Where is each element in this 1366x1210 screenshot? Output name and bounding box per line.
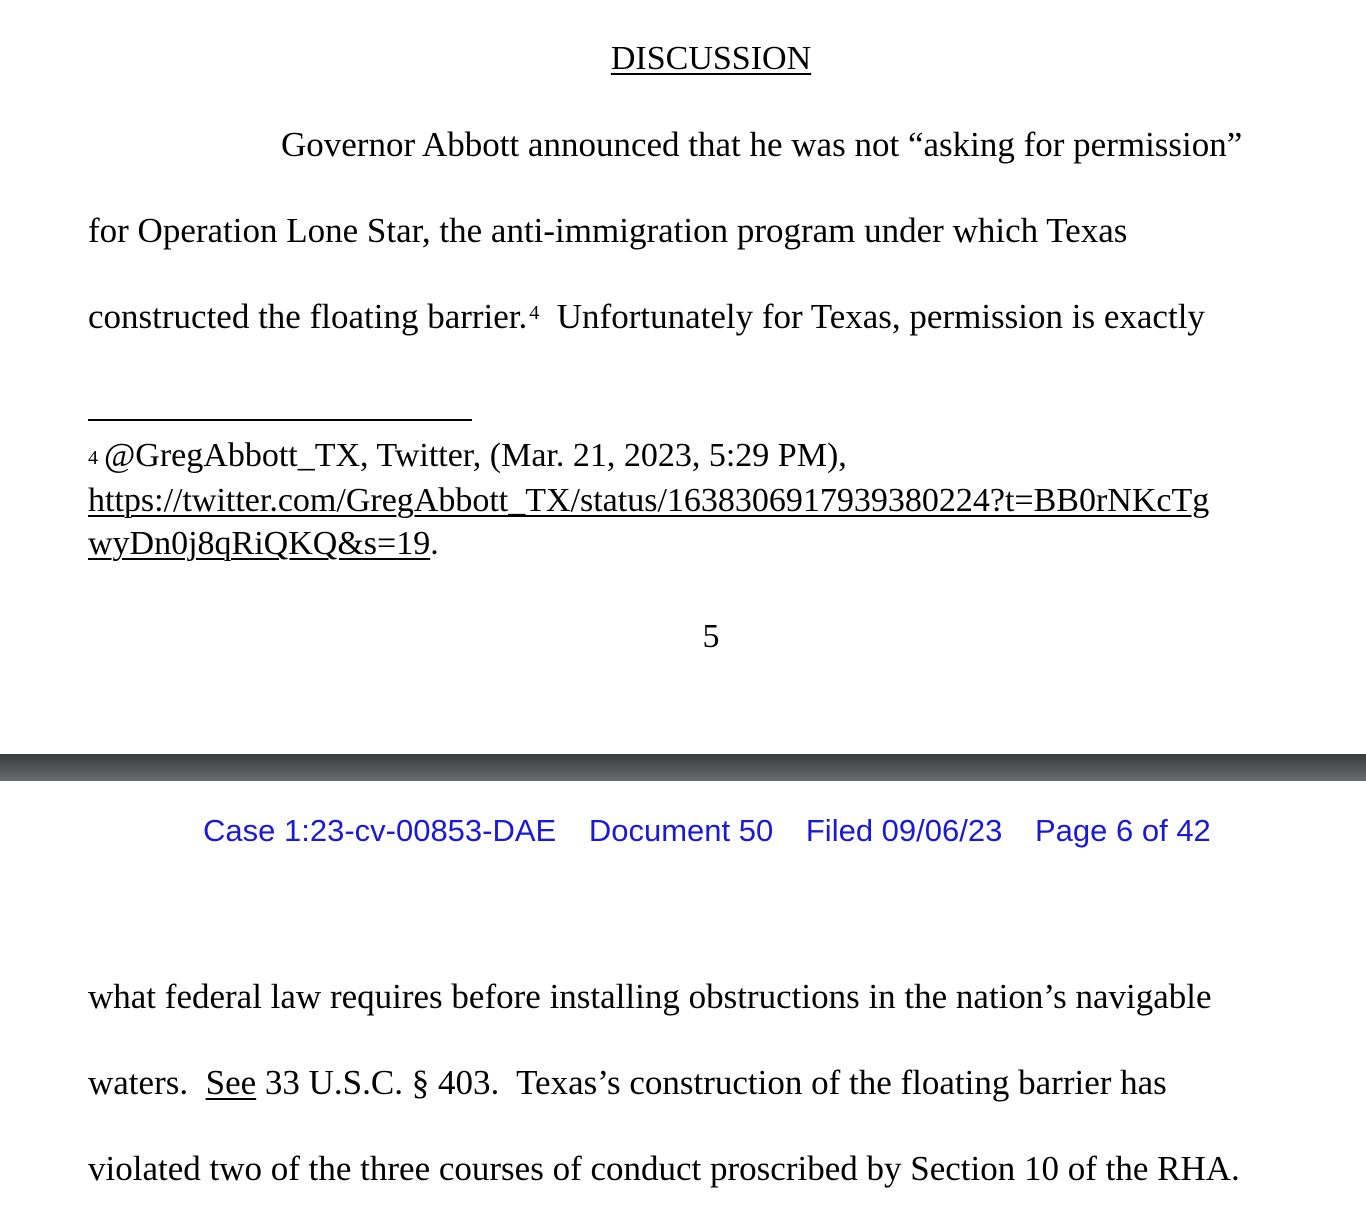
footnote-reference[interactable]: 4 [529, 302, 540, 324]
case-number: Case 1:23-cv-00853-DAE [203, 813, 557, 848]
page-count: Page 6 of 42 [1034, 813, 1211, 848]
section-heading-text: DISCUSSION [610, 40, 812, 77]
see-signal: See [205, 1063, 257, 1102]
footnote-link-line-1[interactable]: https://twitter.com/GregAbbott_TX/status/1638306917939380224?t=BB0rNKcTg [88, 482, 1210, 519]
filed-date: Filed 09/06/23 [805, 813, 1003, 848]
footnote-mark: 4 [88, 447, 98, 469]
section-heading [0, 38, 1366, 80]
paragraph-line-6: violated two of the three courses of conduct proscribed by Section 10 of the RHA. [88, 1149, 1240, 1188]
paragraph-line-5-start: waters. [88, 1063, 206, 1102]
paragraph-line-3-end: Unfortunately for Texas, permission is exactly [539, 297, 1205, 336]
document-number: Document 50 [588, 813, 774, 848]
paragraph-line-1: Governor Abbott announced that he was not “asking for permission” [281, 125, 1243, 164]
paragraph-line-3 [88, 296, 1205, 338]
footnote-link-period: . [430, 525, 439, 562]
page-number-text: 5 [702, 618, 720, 655]
page-separator [0, 754, 1366, 781]
footnote-divider [88, 419, 472, 421]
paragraph-line-5-end: 33 U.S.C. § 403. Texas’s construction of the floating barrier has [256, 1063, 1167, 1102]
paragraph-line-3-start: constructed the floating barrier. [88, 297, 528, 336]
case-header [203, 812, 1235, 850]
footnote-line-3 [88, 522, 439, 566]
paragraph-line-4: what federal law requires before installing obstructions in the nation’s navigable [88, 977, 1212, 1016]
footnote-link-line-2[interactable]: wyDn0j8qRiQKQ&s=19 [88, 525, 431, 562]
footnote-text: @GregAbbott_TX, Twitter, (Mar. 21, 2023, 5:29 PM), [104, 437, 847, 474]
footnote-line-1 [88, 434, 847, 478]
paragraph-line-2: for Operation Lone Star, the anti-immigration program under which Texas [88, 211, 1128, 250]
page-number [0, 616, 1366, 658]
paragraph-line-5 [88, 1062, 1167, 1104]
